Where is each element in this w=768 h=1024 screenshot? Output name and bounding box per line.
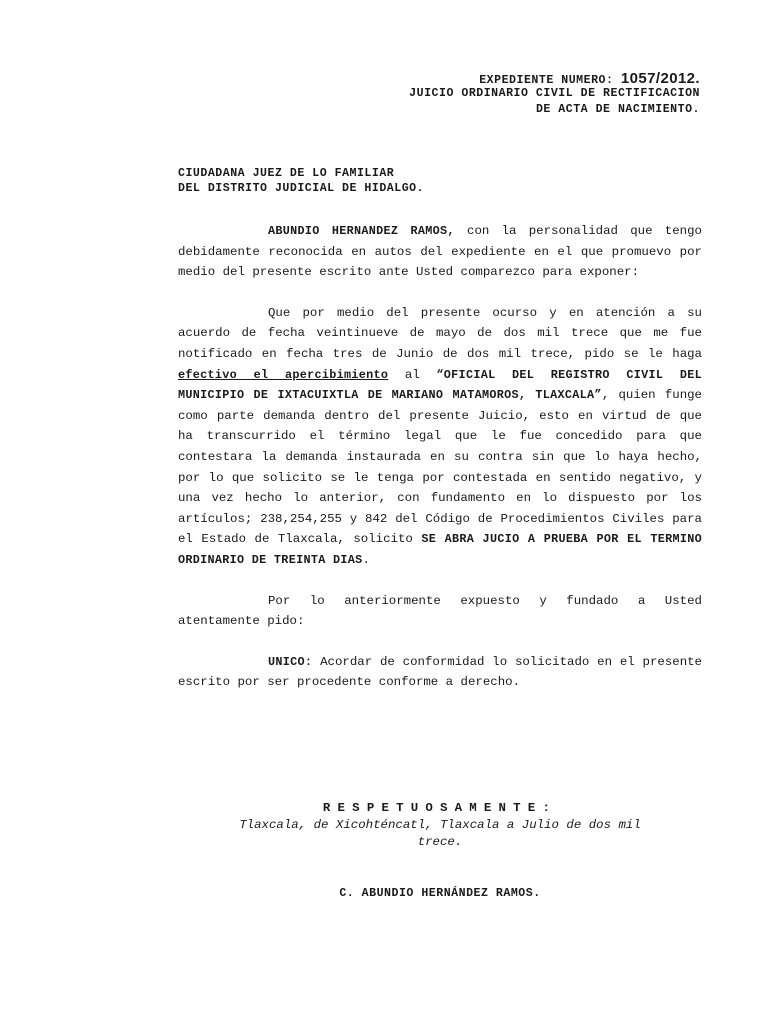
- request-text-d: .: [362, 552, 370, 567]
- addressee-line-1: CIUDADANA JUEZ DE LO FAMILIAR: [178, 167, 395, 180]
- paragraph-petition: [178, 591, 702, 632]
- juicio-line-1: JUICIO ORDINARIO CIVIL DE RECTIFICACION: [409, 87, 700, 100]
- request-bold: SE ABRA JUCIO A PRUEBA POR EL TERMINO ORDINARIO DE TREINTA DIAS: [178, 532, 702, 567]
- document-body: [178, 221, 702, 693]
- addressee: [178, 167, 424, 195]
- request-text-a: Que por medio del presente ocurso y en atención a su acuerdo de fecha veintinueve de mayo de dos mil trece que me fue notificado en fecha tres de Junio de dos mil trece, pido se le haga: [178, 305, 702, 361]
- underlined-apercibimiento: efectivo el apercibimiento: [178, 367, 389, 382]
- paragraph-unico: [178, 652, 702, 693]
- signature-name: C. ABUNDIO HERNÁNDEZ RAMOS.: [339, 887, 541, 900]
- expediente-label: EXPEDIENTE NUMERO:: [479, 74, 614, 87]
- petitioner-name: ABUNDIO HERNANDEZ RAMOS,: [268, 224, 455, 238]
- juicio-line-2: DE ACTA DE NACIMIENTO.: [535, 103, 700, 116]
- expediente-number: 1057/2012.: [620, 70, 700, 87]
- request-text-b: al: [388, 367, 437, 382]
- request-text-c: , quien funge como parte demanda dentro del presente Juicio, esto en virtud de que ha transcurrido el término legal que le fue concedido para que contestara la demanda instaurada en su contra sin que lo haya hecho, por lo que solicito se le tenga por contestada en sentido negativo, y una vez hecho lo anterior, con fundamento en lo dispuesto por los artículos; 238,254,255 y 842 del Código de Procedimientos Civiles para el Estado de Tlaxcala, solicito: [178, 388, 702, 547]
- place-date-line-1: Tlaxcala, de Xicohténcatl, Tlaxcala a Julio de dos mil: [239, 818, 641, 832]
- unico-text: Acordar de conformidad lo solicitado en el presente escrito por ser procedente conforme a derecho.: [178, 654, 702, 690]
- addressee-line-2: DEL DISTRITO JUDICIAL DE HIDALGO.: [178, 182, 425, 195]
- expediente-line: [409, 70, 700, 87]
- official-name: “OFICIAL DEL REGISTRO CIVIL DEL MUNICIPIO DE IXTACUIXTLA DE MARIANO MATAMOROS, TLAXCALA”: [178, 367, 702, 403]
- paragraph-request: [178, 303, 702, 571]
- place-date: [178, 817, 702, 851]
- introduction-text: con la personalidad que tengo debidamente reconocida en autos del expediente en el que promuevo por medio del presente escrito ante Usted comparezco para exponer:: [178, 224, 702, 280]
- unico-label: UNICO:: [268, 654, 313, 669]
- place-date-line-2: trece.: [417, 835, 463, 849]
- paragraph-introduction: [178, 221, 702, 283]
- respectfully-heading: RESPETUOSAMENTE:: [322, 801, 558, 815]
- petition-text: Por lo anteriormente expuesto y fundado a Usted atentamente pido:: [178, 593, 702, 629]
- case-header: [409, 70, 700, 116]
